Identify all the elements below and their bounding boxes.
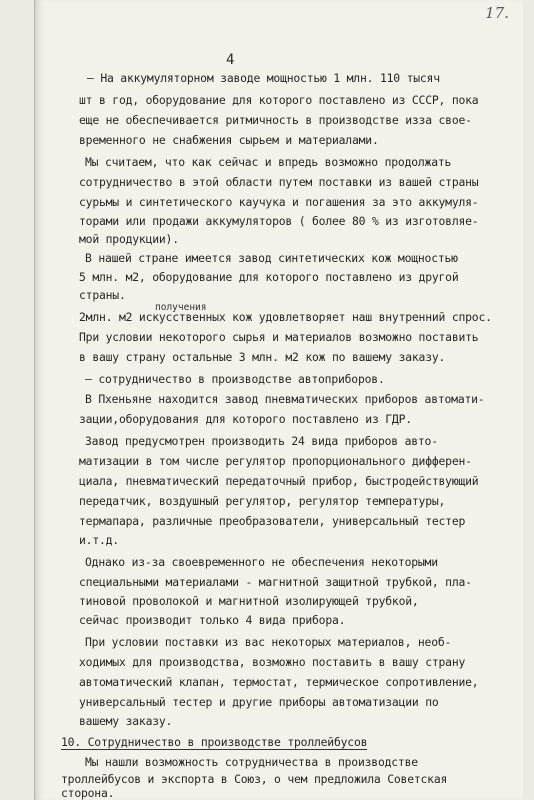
- text-line: специальными материалами - магнитной защитной трубкой, пла-: [79, 575, 472, 589]
- text-line: сейчас производит только 4 вида прибора.: [79, 613, 346, 627]
- text-line: универсальный тестер и другие приборы автоматизации по: [79, 695, 439, 709]
- text-line: шт в год, оборудование для которого поставлено из СССР, пока: [79, 93, 479, 107]
- text-line: мой продукции).: [79, 232, 179, 246]
- folio-number: 17.: [485, 4, 509, 22]
- document-page: [34, 0, 523, 800]
- text-line: зации,оборудования для которого поставлено из ГДР.: [79, 412, 412, 426]
- text-line: еще не обеспечивается ритмичность в производстве изза свое-: [79, 113, 472, 127]
- text-line: 5 млн. м2, оборудование для которого поставлено из другой: [79, 270, 459, 284]
- text-line: передатчик, воздушный регулятор, регулятор температуры,: [79, 494, 446, 508]
- text-line: сторона.: [61, 786, 115, 800]
- text-line: При условии некоторого сырья и материалов возможно поставить: [79, 330, 479, 344]
- text-line: и.т.д.: [79, 533, 119, 547]
- text-line: страны.: [79, 288, 126, 302]
- text-line: в вашу страну остальные 3 млн. м2 кож по вашему заказу.: [79, 350, 446, 364]
- text-line: циала, пневматический передаточный прибор, быстродействующий: [79, 474, 479, 488]
- text-line: торами или продажи аккумуляторов ( более 80 % из изготовляе-: [79, 214, 479, 228]
- handwritten-insertion: получения: [155, 302, 207, 313]
- text-line: тиновой проволокой и магнитной изолирующей трубкой,: [79, 594, 419, 608]
- text-line: временного не снабжения сырьем и материалами.: [79, 133, 379, 147]
- section-heading: 10. Сотрудничество в производстве троллейбусов: [61, 735, 368, 749]
- text-line: Завод предусмотрен производить 24 вида приборов авто-: [85, 434, 438, 448]
- text-line: При условии поставки из вас некоторых материалов, необ-: [85, 635, 452, 649]
- page-number: 4: [226, 52, 235, 68]
- text-line: В нашей стране имеется завод синтетических кож мощностью: [85, 251, 458, 265]
- text-line: троллейбусов и экспорта в Союз, о чем предложила Советская: [61, 772, 448, 786]
- text-line: Мы считаем, что как сейчас и впредь возможно продолжать: [85, 155, 452, 169]
- text-line: автоматический клапан, термостат, термическое сопротивление,: [79, 675, 479, 689]
- text-line: ходимых для производства, возможно поставить в вашу страну: [79, 655, 466, 669]
- text-line: сурьмы и синтетического каучука и погашения за это аккумуля-: [79, 195, 479, 209]
- text-line: сотрудничество в этой области путем поставки из вашей страны: [79, 175, 479, 189]
- text-line: – На аккумуляторном заводе мощностью 1 млн. 110 тысяч: [87, 71, 440, 85]
- text-line: Мы нашли возможность сотрудничества в производстве: [85, 755, 418, 769]
- text-line: матизации в том числе регулятор пропорционального дифферен-: [79, 454, 472, 468]
- text-line: вашему заказу.: [79, 714, 173, 728]
- text-line: Однако из-за своевременного не обеспечения некоторыми: [85, 555, 438, 569]
- text-line: В Пхеньяне находится завод пневматических приборов автомати-: [85, 392, 485, 406]
- text-line: – сотрудничество в производстве автоприборов.: [85, 372, 385, 386]
- text-line: термапара, различные преобразователи, универсальный тестер: [79, 514, 466, 528]
- text-line: 2млн. м2 искусственных кож удовлетворяет наш внутренний спрос.: [79, 310, 492, 324]
